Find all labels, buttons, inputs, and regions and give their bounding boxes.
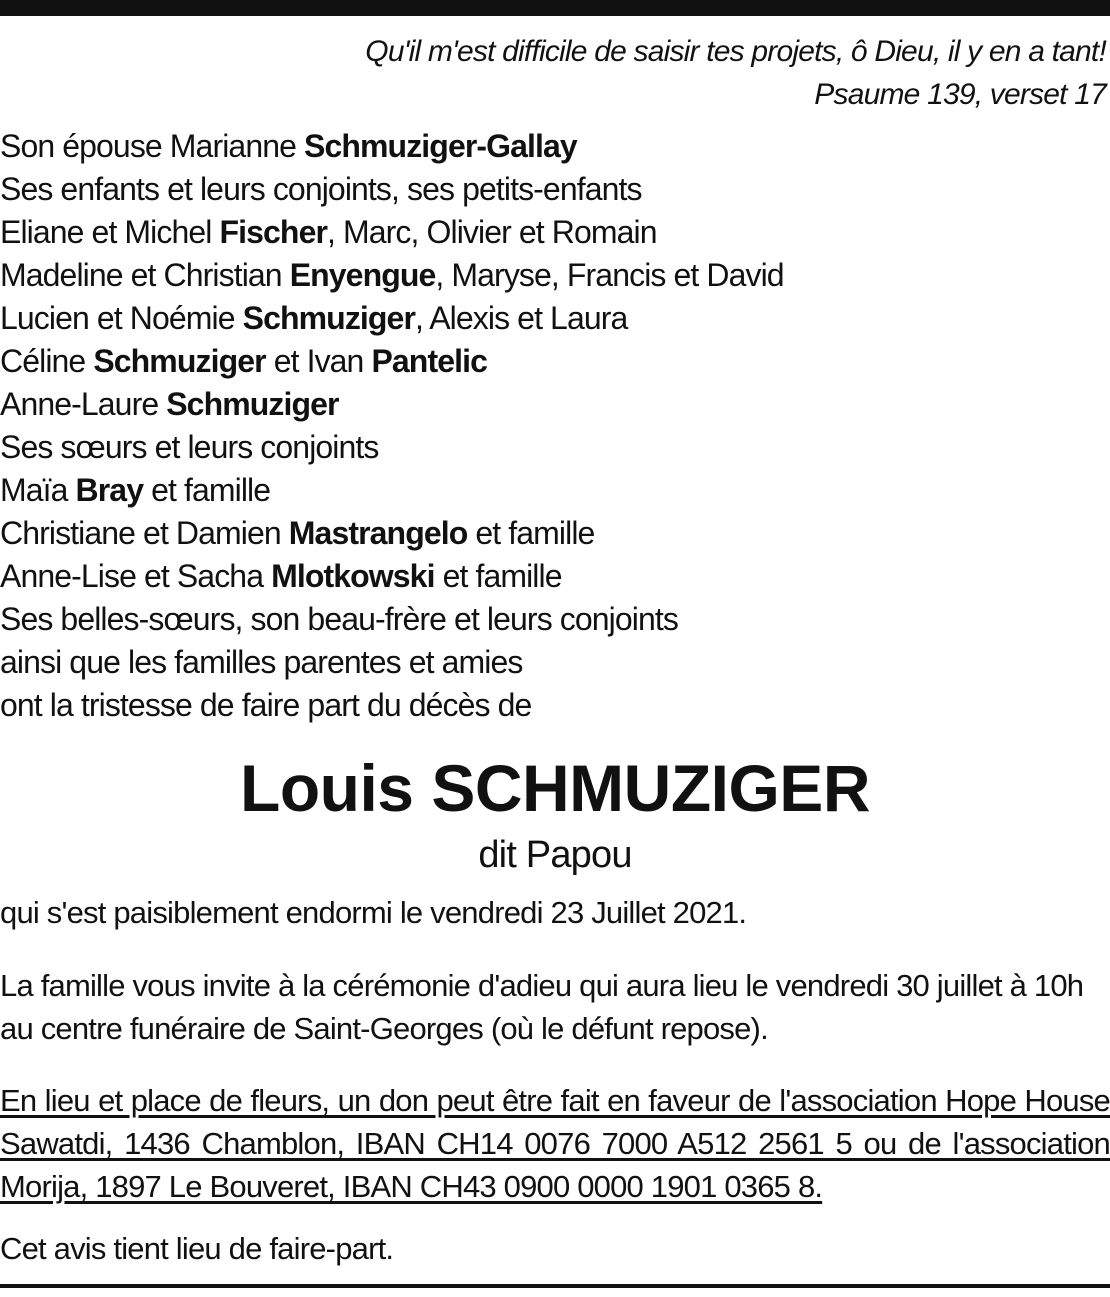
family-surname: Schmuziger (93, 343, 266, 379)
family-text: , Maryse, Francis et David (435, 257, 784, 293)
closing-notice: Cet avis tient lieu de faire-part. (0, 1231, 394, 1266)
family-surname: Pantelic (371, 343, 487, 379)
family-line (0, 512, 1100, 555)
donation-notice: En lieu et place de fleurs, un don peut être fait en faveur de l'association Hope House Sawatdi, 1436 Chamblon, IBAN CH14 0076 7000 A512 2561 5 ou de l'association Morija, 1897 Le Bouveret, IBAN CH43 0900 0000 1901 0365 8. (0, 1083, 1110, 1204)
family-line (0, 125, 1100, 168)
family-line (0, 297, 1100, 340)
family-line (0, 168, 1100, 211)
family-surname: Schmuziger (166, 386, 339, 422)
family-text: Maïa (0, 472, 76, 508)
family-surname: Mastrangelo (288, 515, 468, 551)
family-text: , Alexis et Laura (415, 300, 628, 336)
family-text: Madeline et Christian (0, 257, 290, 293)
family-surname: Fischer (219, 214, 328, 250)
family-line (0, 469, 1100, 512)
family-text: Ses belles-sœurs, son beau-frère et leurs conjoints (0, 601, 678, 637)
family-text: ainsi que les familles parentes et amies (0, 644, 523, 680)
family-text: Anne-Laure (0, 386, 167, 422)
family-text: ont la tristesse de faire part du décès de (0, 687, 532, 723)
family-line (0, 426, 1100, 469)
family-text: et Ivan (265, 343, 372, 379)
family-surname: Schmuziger (242, 300, 416, 336)
deceased-nickname: dit Papou (478, 834, 632, 876)
family-line (0, 254, 1100, 297)
family-surname: Schmuziger-Gallay (304, 128, 577, 164)
top-border-rule (0, 0, 1110, 16)
family-text: et famille (434, 558, 562, 594)
family-surname: Enyengue (289, 257, 436, 293)
family-text: Céline (0, 343, 94, 379)
family-text: Eliane et Michel (0, 214, 220, 250)
verse-quote: Qu'il m'est difficile de saisir tes projets, ô Dieu, il y en a tant! (365, 35, 1106, 68)
bottom-border-rule (0, 1284, 1110, 1288)
family-text: Ses enfants et leurs conjoints, ses petits-enfants (0, 171, 642, 207)
family-line (0, 555, 1100, 598)
family-line (0, 641, 1100, 684)
bible-verse (365, 30, 1106, 116)
ceremony-notice: La famille vous invite à la cérémonie d'adieu qui aura lieu le vendredi 30 juillet à 10h au centre funéraire de Saint-Georges (où le défunt repose). (0, 968, 1084, 1046)
family-text: Lucien et Noémie (0, 300, 243, 336)
family-text: et famille (467, 515, 595, 551)
family-text: , Marc, Olivier et Romain (327, 214, 657, 250)
family-text: Christiane et Damien (0, 515, 289, 551)
family-list (0, 125, 1100, 727)
family-line (0, 383, 1100, 426)
passing-notice: qui s'est paisiblement endormi le vendredi 23 Juillet 2021. (0, 895, 747, 930)
family-surname: Mlotkowski (271, 558, 435, 594)
verse-reference: Psaume 139, verset 17 (814, 78, 1106, 111)
family-line (0, 684, 1100, 727)
family-text: Son épouse Marianne (0, 128, 305, 164)
family-line (0, 340, 1100, 383)
family-text: et famille (143, 472, 271, 508)
family-text: Anne-Lise et Sacha (0, 558, 272, 594)
family-surname: Bray (75, 472, 144, 508)
family-text: Ses sœurs et leurs conjoints (0, 429, 379, 465)
family-line (0, 211, 1100, 254)
family-line (0, 598, 1100, 641)
deceased-name: Louis SCHMUZIGER (240, 751, 870, 825)
